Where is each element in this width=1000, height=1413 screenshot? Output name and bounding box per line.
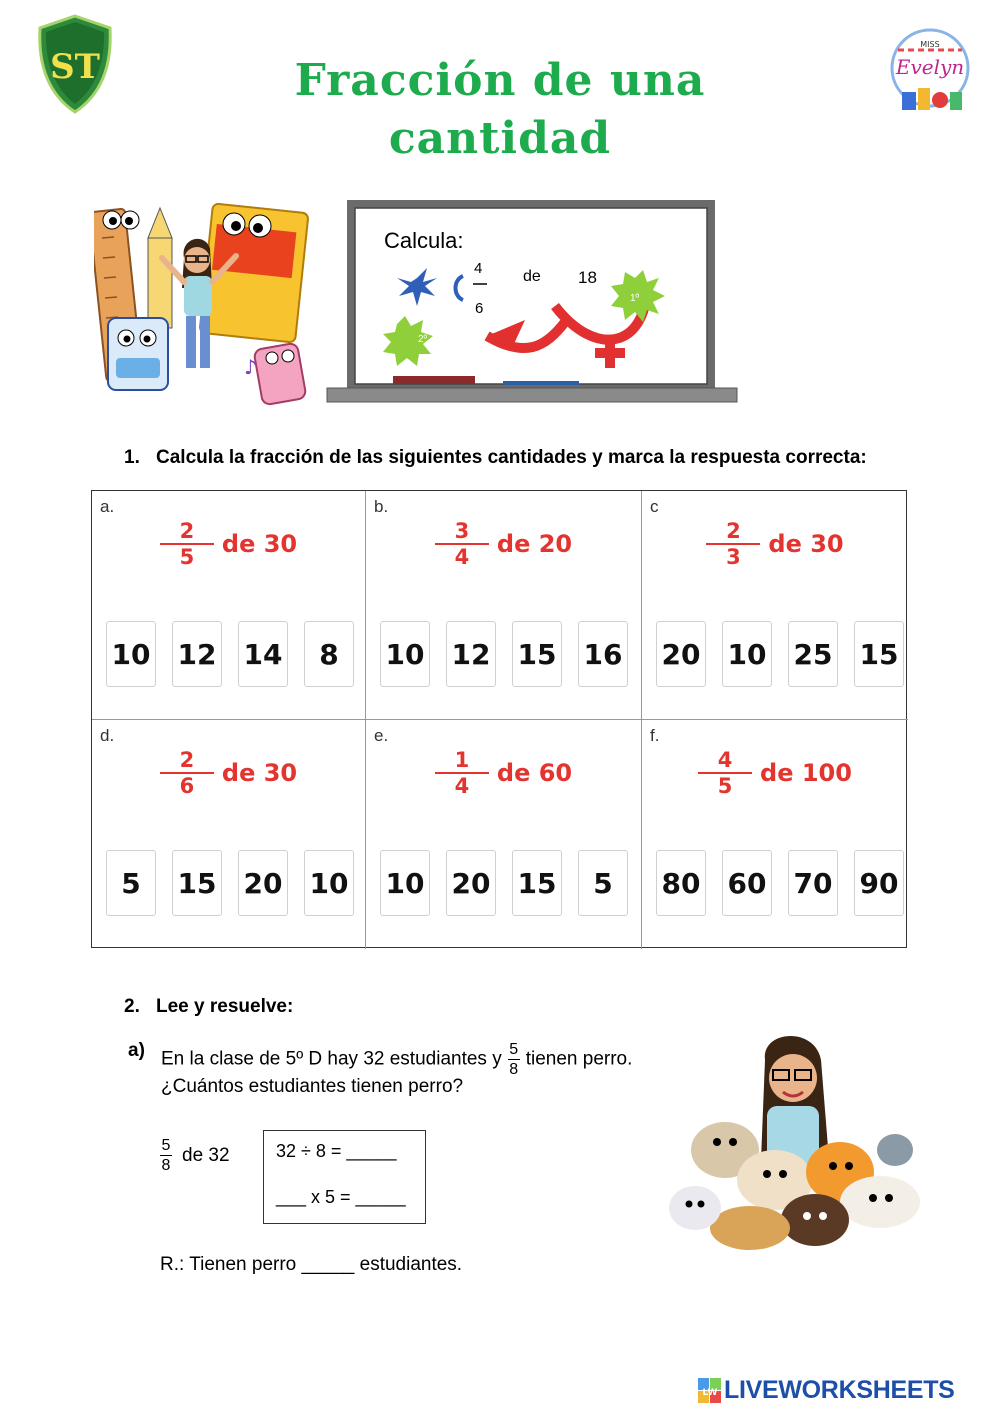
answer-option[interactable]: 10 xyxy=(722,621,772,687)
svg-text:MISS: MISS xyxy=(920,40,940,49)
answer-option[interactable]: 20 xyxy=(446,850,496,916)
fraction-denominator: 6 xyxy=(179,774,195,798)
answer-option[interactable]: 20 xyxy=(656,621,706,687)
fraction-numerator: 3 xyxy=(454,519,470,543)
answer-options xyxy=(656,850,904,916)
svg-text:LW: LW xyxy=(702,1387,718,1398)
question-1-text: Calcula la fracción de las siguientes cantidades y marca la respuesta correcta: xyxy=(156,447,867,468)
fraction-numerator: 2 xyxy=(179,519,195,543)
brand-name: LIVEWORKSHEETS xyxy=(724,1376,955,1404)
work-fraction: 5 8 xyxy=(161,1137,171,1174)
title-line-2: cantidad xyxy=(388,113,612,164)
fraction-numerator: 2 xyxy=(726,519,741,543)
problem-a-statement: En la clase de 5º D hay 32 estudiantes y $\frac{5}{8}$ tienen perro. xyxy=(161,1041,633,1078)
answer-option[interactable]: 10 xyxy=(304,850,354,916)
answer-option[interactable]: 12 xyxy=(446,621,496,687)
girl-with-dogs-illustration xyxy=(665,1030,940,1260)
exercise-fraction xyxy=(366,519,641,569)
answer-option[interactable]: 5 xyxy=(578,850,628,916)
school-supplies-illustration xyxy=(94,198,314,416)
answer-options xyxy=(656,621,904,687)
answer-option[interactable]: 15 xyxy=(512,621,562,687)
answer-option[interactable]: 10 xyxy=(380,621,430,687)
answer-option[interactable]: 60 xyxy=(722,850,772,916)
multiplication-step[interactable]: ___ x 5 = _____ xyxy=(276,1187,406,1207)
fraction-numerator: 2 xyxy=(179,748,195,772)
board-numerator: 4 xyxy=(474,260,483,277)
answer-option[interactable]: 15 xyxy=(172,850,222,916)
fraction xyxy=(706,519,760,569)
answer-option[interactable]: 5 xyxy=(106,850,156,916)
work-box xyxy=(263,1130,426,1224)
question-2-number: 2. xyxy=(124,996,140,1017)
answer-option[interactable]: 12 xyxy=(172,621,222,687)
fraction-denominator: 4 xyxy=(454,774,470,798)
board-heading: Calcula: xyxy=(384,228,464,253)
answer-options xyxy=(106,621,354,687)
fraction-denominator: 5 xyxy=(179,545,195,569)
exercise-cell xyxy=(366,720,642,949)
fraction xyxy=(160,519,214,569)
answer-option[interactable]: 70 xyxy=(788,850,838,916)
answer-option[interactable]: 25 xyxy=(788,621,838,687)
exercise-letter: a. xyxy=(100,497,115,516)
exercise-fraction xyxy=(642,519,908,569)
problem-a-fraction: $\frac{5}{8}$ xyxy=(509,1041,519,1078)
answer-options xyxy=(380,850,628,916)
question-2 xyxy=(124,996,293,1018)
exercise-cell xyxy=(92,491,366,720)
board-step-2: 2º xyxy=(418,334,428,345)
fraction-numerator: 1 xyxy=(454,748,470,772)
problem-a-label: a) xyxy=(128,1040,145,1061)
exercise-letter: d. xyxy=(100,726,115,745)
fraction-quantity: de 60 xyxy=(496,759,573,787)
svg-text:♪: ♪ xyxy=(244,355,257,379)
exercise-cell xyxy=(366,491,642,720)
answer-options xyxy=(380,621,628,687)
fraction xyxy=(435,748,489,798)
liveworksheets-brand[interactable] xyxy=(698,1376,955,1405)
exercise-letter: c xyxy=(650,497,659,516)
board-step-1: 1º xyxy=(630,293,640,304)
exercise-fraction xyxy=(366,748,641,798)
answer-option[interactable]: 8 xyxy=(304,621,354,687)
liveworksheets-icon xyxy=(698,1378,722,1404)
exercise-cell xyxy=(642,720,908,949)
work-text: de 32 xyxy=(182,1144,230,1166)
exercise-cell xyxy=(642,491,908,720)
chalkboard xyxy=(325,198,740,408)
fraction-quantity: de 20 xyxy=(496,530,573,558)
fraction-quantity: de 30 xyxy=(221,759,298,787)
fraction-quantity: de 100 xyxy=(760,759,852,787)
answer-option[interactable]: 10 xyxy=(106,621,156,687)
answer-line[interactable]: R.: Tienen perro _____ estudiantes. xyxy=(160,1254,463,1275)
exercise-fraction xyxy=(92,519,365,569)
exercise-cell xyxy=(92,720,366,949)
answer-option[interactable]: 16 xyxy=(578,621,628,687)
fraction xyxy=(435,519,489,569)
page-title xyxy=(250,52,750,168)
answer-options xyxy=(106,850,354,916)
exercise-letter: e. xyxy=(374,726,389,745)
svg-text:Evelyn: Evelyn xyxy=(895,55,965,79)
fraction-denominator: 5 xyxy=(717,774,733,798)
exercise-letter: b. xyxy=(374,497,389,516)
answer-option[interactable]: 15 xyxy=(854,621,904,687)
division-step[interactable]: 32 ÷ 8 = _____ xyxy=(276,1141,397,1161)
question-1 xyxy=(124,447,867,469)
exercise-fraction xyxy=(642,748,908,798)
answer-option[interactable]: 90 xyxy=(854,850,904,916)
answer-option[interactable]: 20 xyxy=(238,850,288,916)
fraction-quantity: de 30 xyxy=(221,530,298,558)
exercise-fraction xyxy=(92,748,365,798)
exercise-grid xyxy=(91,490,907,948)
title-line-1: Fracción de una xyxy=(294,55,706,106)
fraction xyxy=(160,748,214,798)
fraction xyxy=(698,748,752,798)
answer-option[interactable]: 15 xyxy=(512,850,562,916)
fraction-numerator: 4 xyxy=(717,748,733,772)
school-logo xyxy=(32,14,118,114)
question-2-text: Lee y resuelve: xyxy=(156,996,294,1017)
question-1-number: 1. xyxy=(124,447,140,468)
answer-option[interactable]: 80 xyxy=(656,850,706,916)
exercise-letter: f. xyxy=(650,726,660,745)
svg-text:ST: ST xyxy=(50,47,100,87)
answer-option[interactable]: 14 xyxy=(238,621,288,687)
board-denominator: 6 xyxy=(475,300,484,317)
fraction-denominator: 3 xyxy=(726,545,741,569)
fraction-denominator: 4 xyxy=(454,545,470,569)
problem-a-question: ¿Cuántos estudiantes tienen perro? xyxy=(161,1076,464,1097)
board-de: de xyxy=(523,268,541,285)
miss-evelyn-logo xyxy=(880,22,980,122)
answer-option[interactable]: 10 xyxy=(380,850,430,916)
work-expression xyxy=(160,1136,230,1175)
board-quantity: 18 xyxy=(578,268,597,287)
fraction-quantity: de 30 xyxy=(768,530,844,558)
